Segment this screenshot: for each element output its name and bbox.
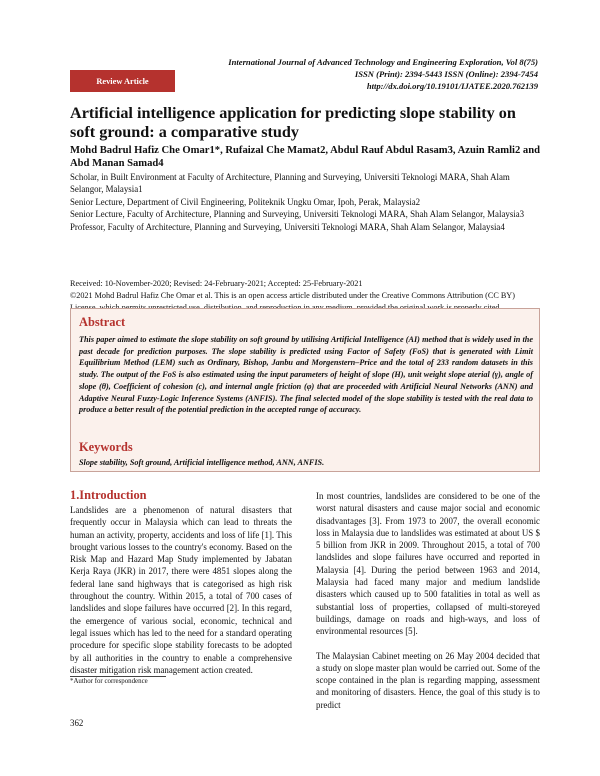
dates-line: Received: 10-November-2020; Revised: 24-February-2021; Accepted: 25-February-2021 (70, 279, 363, 288)
license-text: ©2021 Mohd Badrul Hafiz Che Omar et al. This is an open access article distributed under the Creative Commons Attribution (CC BY) (70, 290, 515, 300)
article-type-badge: Review Article (70, 70, 175, 92)
affiliations (70, 171, 540, 233)
intro-left-column (70, 504, 292, 676)
footnote: *Author for correspondence (70, 678, 148, 685)
author-list: Mohd Badrul Hafiz Che Omar1*, Rufaizal Che Mamat2, Abdul Rauf Abdul Rasam3, Azuin Ramli2 and Abd Manan Samad4 (70, 145, 540, 169)
affiliation-3: Senior Lecture, Faculty of Architecture, Planning and Surveying, Universiti Teknologi MARA, Shah Alam Selangor, Malaysia3 (70, 209, 525, 220)
intro-right-column (316, 490, 540, 711)
journal-name: International Journal of Advanced Technology and Engineering Exploration, Vol 8(75) (228, 57, 538, 67)
keywords-text: Slope stability, Soft ground, Artificial intelligence method, ANN, ANFIS. (79, 458, 325, 467)
page-number: 362 (70, 718, 84, 728)
intro-paragraph-3: The Malaysian Cabinet meeting on 26 May 2004 decided that a study on slope master plan would be carried out. Some of the scope contained in the plan is regarding mapping, assessment and monitoring of disasters. Hence, the goal of this study is to predict (316, 650, 540, 710)
intro-paragraph-2: In most countries, landslides are considered to be one of the worst natural disasters and cause major social and economic disadvantages [3]. From 1973 to 2007, the overall economic loss in Malaysia due to landslides was estimated at about US $ 5 billion from JKR in 2009. Throughout 2015, a total of 700 landslides and slope failures have occurred and reported in Malaysia [4]. During the period between 1963 and 2014, Malaysia had faced many major and medium landslide disasters which caused up to 500 fatalities in total as well as substantial loss of properties, collapsed of multi-storeyed buildings, damage on roads and high-ways, and loss of environmental resources [5]. (316, 491, 540, 637)
keywords-heading: Keywords (79, 440, 133, 454)
affiliation-1: Scholar, in Built Environment at Faculty of Architecture, Planning and Surveying, Universiti Teknologi MARA, Shah Alam Selangor, Malaysia1 (70, 172, 510, 195)
abstract-text: This paper aimed to estimate the slope stability on soft ground by utilising Artificial Intelligence (AI) method that is widely used in the past decade for prediction purposes. The slope stability is predicted using Factor of Safety (FoS) that is generated with Limit Equilibrium Method (LEM) such as Ordinary, Bishop, Janbu and Morgenstern–Price and the total of 233 random datasets in this study. The output of the FoS is also estimated using the input parameters of height of slope (H), unit weight slope aterial (γ), angle of slope (θ), Coefficient of cohesion (c), and internal angle friction (φ) that are proceeded with Artificial Neural Networks (ANN) and Adaptive Neural Fuzzy-Logic Inference Systems (ANFIS). The final selected model of the slope stability is tested with the real data to produce a better result of the potential prediction in the accepted range of accuracy. (79, 335, 533, 415)
abstract-heading: Abstract (79, 315, 126, 329)
journal-issn: ISSN (Print): 2394-5443 ISSN (Online): 2394-7454 (354, 69, 538, 79)
intro-heading: 1.Introduction (70, 488, 147, 502)
journal-doi: http://dx.doi.org/10.19101/IJATEE.2020.762139 (366, 81, 538, 91)
footnote-rule (70, 676, 166, 677)
intro-paragraph-1: Landslides are a phenomenon of natural disasters that frequently occur in Malaysia which can lead to threats the human an activity, property, accidents and loss of life [1]. This brought various losses to the country's economy. Based on the Risk Map and Hazard Map Study implemented by Jabatan Kerja Raya (JKR) in 2017, there were 4851 slopes along the federal lane sand highways that is categorised as high risk throughout the country. Within 2015, a total of 700 cases of landslides and slope failures have occurred [2]. In this regard, the emergence of various social, economic, technical and legal issues which has led to the need for a standard operating procedure for specific slope stability forecasts to be adopted by all authorities in the country to enable a comprehensive disaster mitigation risk management action created. (70, 505, 292, 675)
journal-header (228, 56, 538, 92)
affiliation-4: Professor, Faculty of Architecture, Planning and Surveying, Universiti Teknologi MARA, Shah Alam Selangor, Malaysia4 (70, 221, 505, 232)
paper-title: Artificial intelligence application for predicting slope stability on soft ground: a comparative study (70, 104, 516, 141)
affiliation-2: Senior Lecture, Department of Civil Engineering, Politeknik Ungku Omar, Ipoh, Perak, Malaysia2 (70, 196, 421, 207)
abstract-box (70, 308, 540, 472)
